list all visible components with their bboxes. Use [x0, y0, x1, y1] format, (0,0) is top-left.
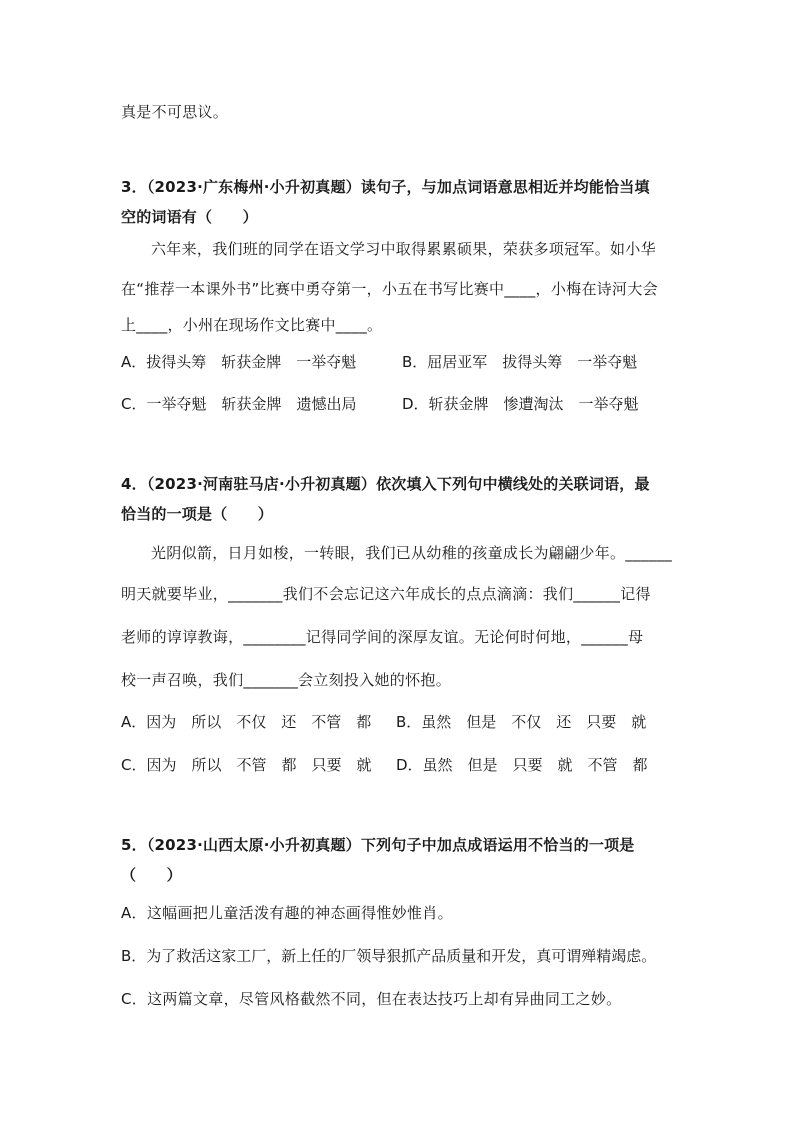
question-5-title-cont: （ ） — [121, 866, 182, 884]
passage-line: 老师的谆谆教诲，________记得同学间的深厚友谊。无论何时何地，______母 — [121, 628, 644, 646]
option-c: C．因为 所以 不管 都 只要 就 — [121, 756, 372, 774]
option-a: A．因为 所以 不仅 还 不管 都 — [121, 713, 372, 731]
option-d: D．斩获金牌 惨遭淘汰 一举夺魁 — [402, 395, 639, 413]
option-c: C．这两篇文章，尽管风格截然不同，但在表达技巧上却有异曲同工之妙。 — [121, 990, 622, 1008]
passage-line: 上____，小州在现场作文比赛中____。 — [121, 316, 383, 334]
option-b: B．屈居亚军 拔得头筹 一举夺魁 — [402, 353, 638, 371]
question-5-title: 5．（2023·山西太原·小升初真题）下列句子中加点成语运用不恰当的一项是 — [121, 836, 635, 854]
option-d: D．虽然 但是 只要 就 不管 都 — [396, 756, 648, 774]
text-line: 真是不可思议。 — [121, 103, 229, 121]
question-4-title-cont: 恰当的一项是（ ） — [121, 505, 274, 523]
passage-line: 明天就要毕业，_______我们不会忘记这六年成长的点点滴滴：我们______记得 — [121, 585, 651, 603]
passage-line: 六年来，我们班的同学在语文学习中取得累累硕果，荣获多项冠军。如小华 — [151, 240, 656, 258]
option-a: A．这幅画把儿童活泼有趣的神态画得惟妙惟肖。 — [121, 904, 453, 922]
passage-line: 在“推荐一本课外书”比赛中勇夺第一，小五在书写比赛中____，小梅在诗河大会 — [121, 280, 658, 298]
option-c: C．一举夺魁 斩获金牌 遗憾出局 — [121, 395, 357, 413]
option-b: B．虽然 但是 不仅 还 只要 就 — [396, 713, 647, 731]
option-a: A．拔得头筹 斩获金牌 一举夺魁 — [121, 353, 357, 371]
question-3-title-cont: 空的词语有（ ） — [121, 208, 258, 226]
passage-line: 光阴似箭，日月如梭，一转眼，我们已从幼稚的孩童成长为翩翩少年。______ — [151, 544, 673, 562]
passage-line: 校一声召唤，我们_______会立刻投入她的怀抱。 — [121, 671, 452, 689]
option-b: B．为了救活这家工厂，新上任的厂领导狠抓产品质量和开发，真可谓殚精竭虑。 — [121, 947, 657, 965]
question-3-title: 3．（2023·广东梅州·小升初真题）读句子，与加点词语意思相近并均能恰当填 — [121, 178, 650, 196]
question-4-title: 4．（2023·河南驻马店·小升初真题）依次填入下列句中横线处的关联词语，最 — [121, 475, 650, 493]
